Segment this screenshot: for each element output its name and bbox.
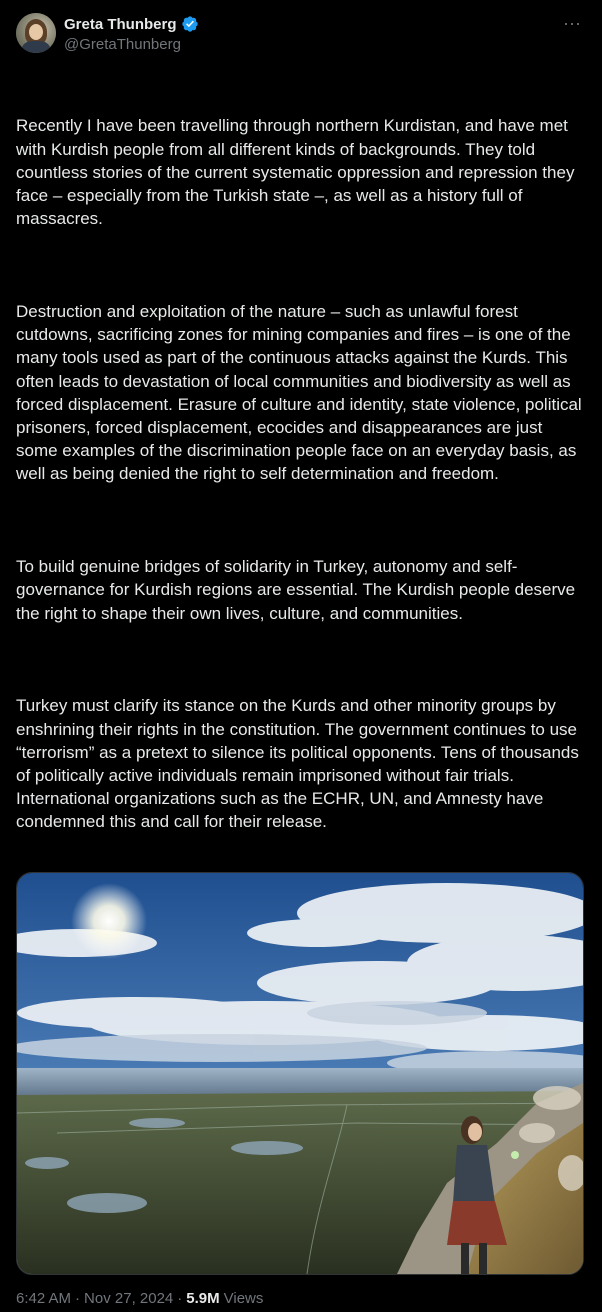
views-label: Views (223, 1290, 264, 1307)
tweet-meta (16, 1290, 263, 1307)
author-names (64, 14, 199, 53)
paragraph-4: Turkey must clarify its stance on the Kurds and other minority groups by enshrining their rights in the constitution. The government continues to use “terrorism” as a pretext to silence its political opponents. Tens of thousands of politically active individuals remain imprisoned without fair trials. International organizations such as the ECHR, UN, and Amnesty have condemned this and call for their release. (16, 696, 584, 832)
tweet-date[interactable]: Nov 27, 2024 (84, 1290, 174, 1307)
landscape-photo (17, 873, 583, 1274)
more-options-icon[interactable]: ··· (563, 13, 581, 33)
paragraph-3: To build genuine bridges of solidarity in Turkey, autonomy and self-governance for Kurdish regions are essential. The Kurdish people deserve the right to shape their own lives, culture, and communities. (16, 557, 580, 623)
tweet-time[interactable]: 6:42 AM (16, 1290, 72, 1307)
paragraph-1: Recently I have been travelling through northern Kurdistan, and have met with Kurdish people from all different kinds of backgrounds. They told countless stories of the current systematic oppression and repression they face – especially from the Turkish state –, as well as a history full of massacres. (16, 116, 580, 229)
handle[interactable]: @GretaThunberg (64, 36, 181, 53)
views-count: 5.9M (186, 1290, 220, 1307)
avatar[interactable] (16, 13, 56, 53)
tweet-header (16, 12, 586, 56)
display-name[interactable]: Greta Thunberg (64, 15, 177, 33)
verified-badge-icon (181, 15, 199, 33)
paragraph-2: Destruction and exploitation of the nature – such as unlawful forest cutdowns, sacrificing zones for mining companies and fires – is one of the many tools used as part of the continuous attacks against the Kurds. This often leads to devastation of local communities and biodiversity as well as forced displacement. Erasure of culture and identity, state violence, political prisoners, forced displacement, ecocides and disappearances are just some examples of the discrimination people face on an everyday basis, as well as being denied the right to self determination and freedom. (16, 302, 587, 484)
separator: · (75, 1290, 81, 1307)
tweet-photo[interactable] (16, 872, 584, 1275)
separator: · (177, 1290, 183, 1307)
